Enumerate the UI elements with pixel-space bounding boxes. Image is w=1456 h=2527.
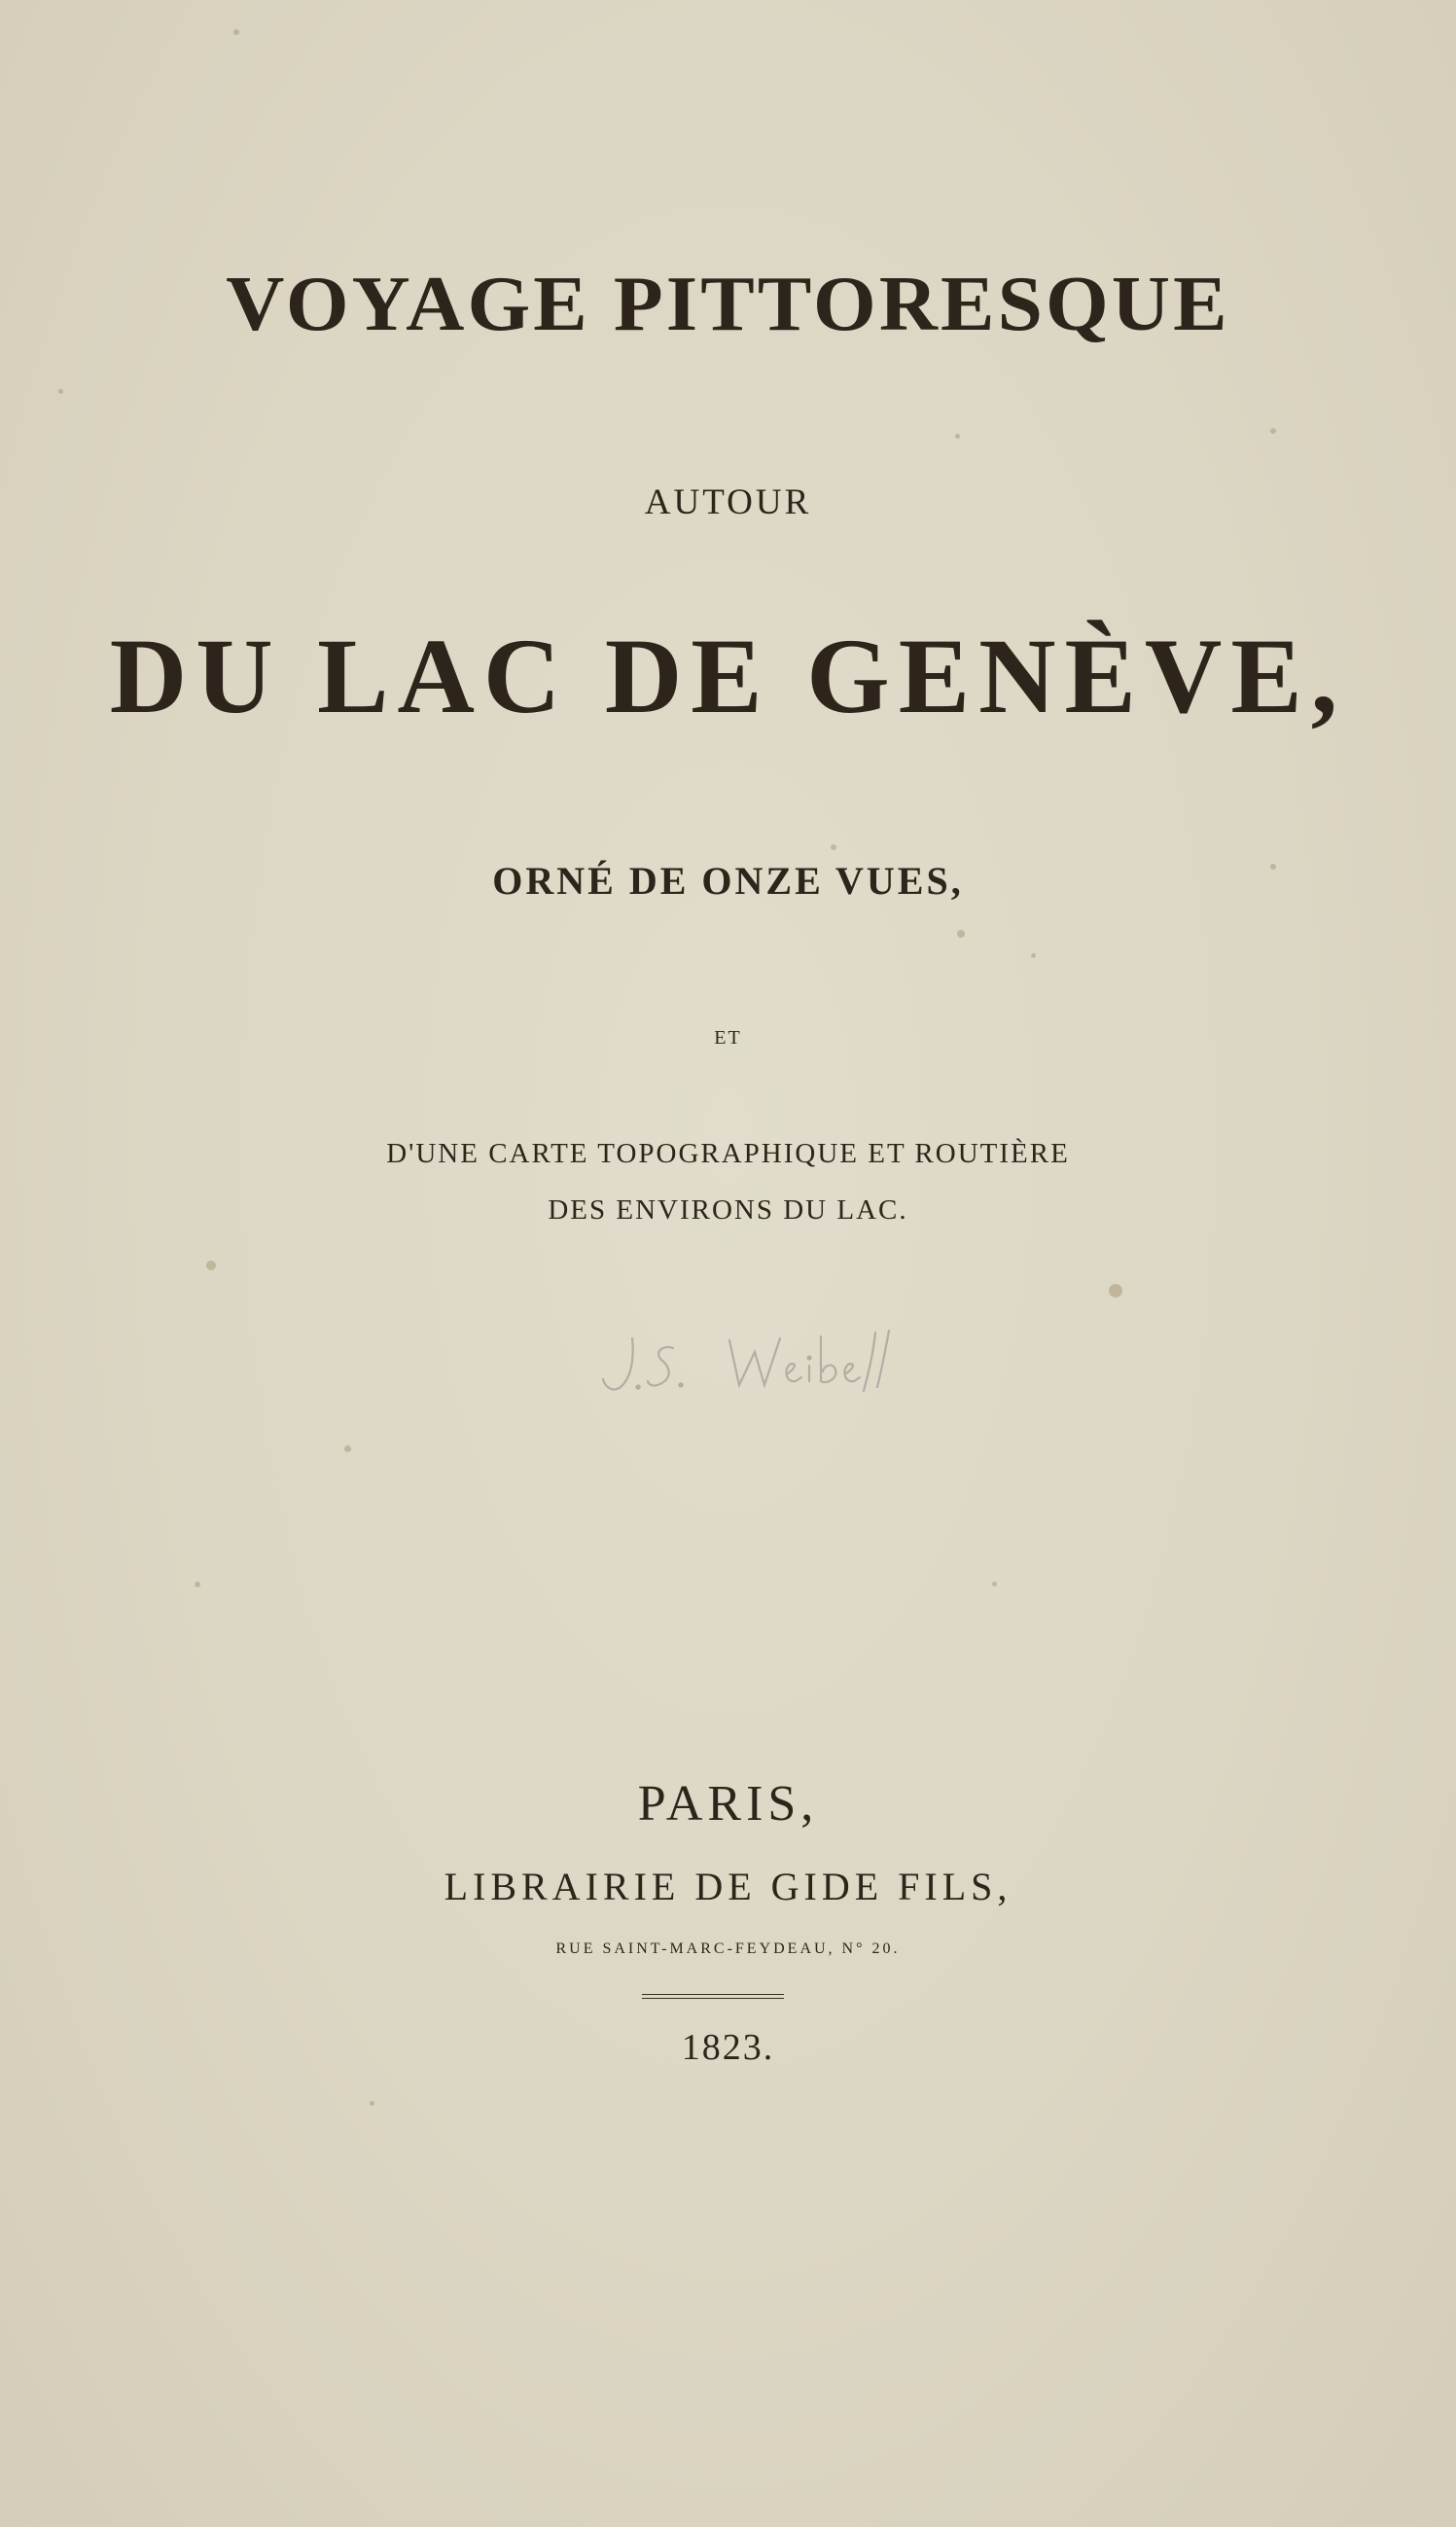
- pencil-signature: [593, 1323, 914, 1401]
- imprint-address: RUE SAINT-MARC-FEYDEAU, N° 20.: [555, 1940, 901, 1957]
- imprint-year: 1823.: [681, 2027, 775, 2068]
- foxing-speck: [206, 1261, 216, 1270]
- foxing-speck: [1270, 864, 1276, 870]
- foxing-speck: [831, 844, 836, 850]
- foxing-speck: [1270, 428, 1276, 434]
- foxing-speck: [957, 930, 965, 938]
- foxing-speck: [344, 1445, 351, 1452]
- foxing-speck: [1109, 1284, 1122, 1298]
- title-carte-topographique: D'UNE CARTE TOPOGRAPHIQUE ET ROUTIÈRE: [386, 1138, 1070, 1169]
- title-environs-du-lac: DES ENVIRONS DU LAC.: [548, 1194, 908, 1226]
- title-voyage-pittoresque: VOYAGE PITTORESQUE: [226, 262, 1230, 347]
- foxing-speck: [233, 29, 239, 35]
- title-et: ET: [714, 1027, 742, 1049]
- decorative-rule: [642, 1994, 784, 1999]
- foxing-speck: [955, 434, 960, 439]
- foxing-speck: [992, 1582, 997, 1586]
- title-orne-de-onze-vues: ORNÉ DE ONZE VUES,: [492, 859, 964, 903]
- foxing-speck: [370, 2101, 374, 2106]
- imprint-publisher: LIBRAIRIE DE GIDE FILS,: [444, 1865, 1012, 1908]
- foxing-speck: [58, 389, 63, 394]
- title-autour: AUTOUR: [644, 482, 812, 522]
- title-du-lac-de-geneve: DU LAC DE GENÈVE,: [109, 617, 1347, 735]
- imprint-city: PARIS,: [637, 1776, 819, 1832]
- foxing-speck: [195, 1582, 200, 1587]
- foxing-speck: [1031, 953, 1036, 958]
